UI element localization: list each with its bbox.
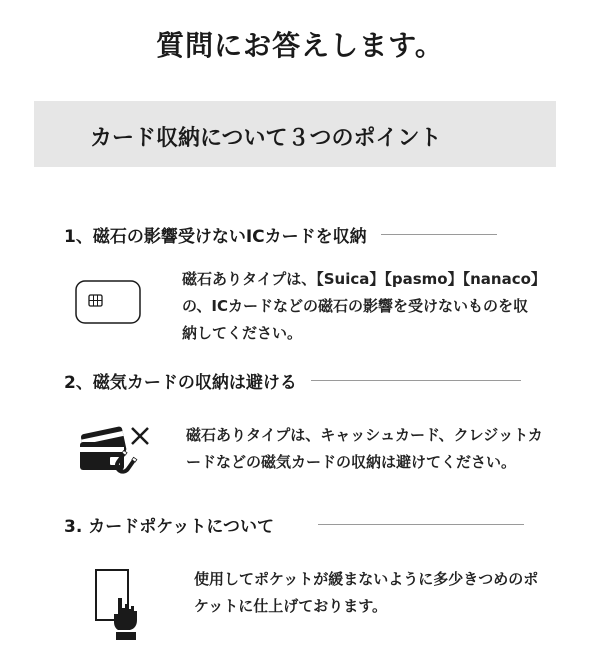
section-1-description [182, 266, 546, 347]
section-2-description-line: ードなどの磁気カードの収納は避けてください。 [186, 453, 517, 471]
section-1-description-line: 磁石ありタイプは、【Suica】【pasmo】【nanaco】 [182, 270, 546, 288]
page-title: 質問にお答えします。 [156, 29, 444, 62]
section-1-description-line: の、ICカードなどの磁石の影響を受けないものを収 [182, 297, 528, 315]
card-pocket-hand-icon [94, 568, 144, 646]
section-2-heading-rule [311, 380, 521, 381]
section-3-heading [64, 512, 524, 537]
section-3-description-line: 使用してポケットが緩まないように多少きつめのポ [194, 570, 539, 588]
ic-card-icon [75, 280, 141, 328]
section-3-description [194, 566, 538, 620]
section-1-description-line: 納してください。 [182, 324, 303, 342]
no-magnetic-card-icon [78, 420, 154, 482]
points-banner [34, 101, 556, 167]
section-1-heading-text: 1、磁石の影響受けないICカードを収納 [64, 227, 367, 247]
banner-text: カード収納について３つのポイント [90, 126, 442, 151]
section-2-heading [64, 368, 521, 393]
section-2-description [186, 422, 543, 476]
section-3-heading-rule [318, 524, 524, 525]
section-3-description-line: ケットに仕上げております。 [194, 597, 388, 615]
section-1-heading [64, 222, 497, 247]
section-2-heading-text: 2、磁気カードの収納は避ける [64, 373, 297, 393]
section-1-heading-rule [381, 234, 497, 235]
section-3-heading-text: 3. カードポケットについて [64, 517, 275, 537]
section-2-description-line: 磁石ありタイプは、キャッシュカード、クレジットカ [186, 426, 543, 444]
